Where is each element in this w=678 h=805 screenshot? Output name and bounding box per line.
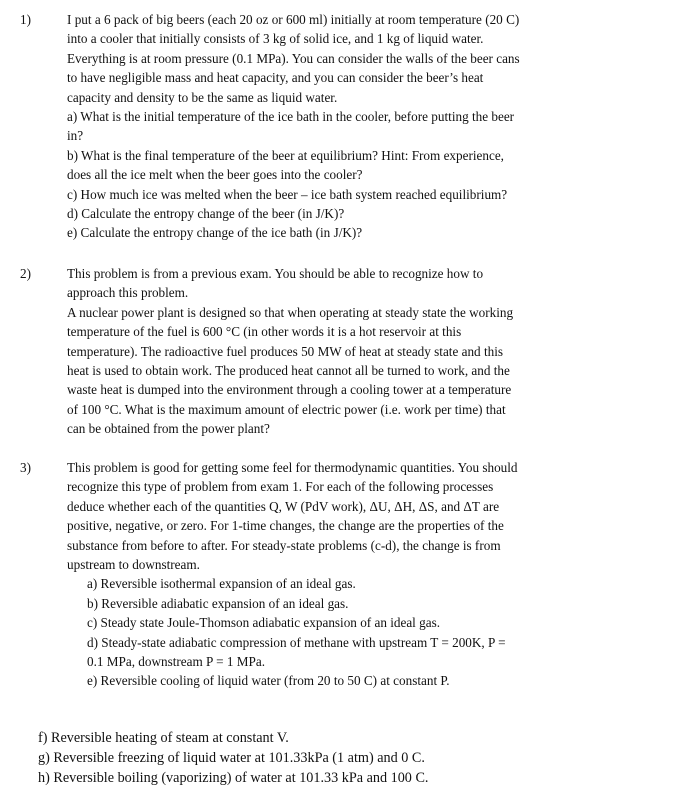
text-line: This problem is good for getting some feel for thermodynamic quantities. You should [67,460,518,475]
text-line: Everything is at room pressure (0.1 MPa). You can consider the walls of the beer cans [67,50,520,66]
process-d: d) Steady-state adiabatic compression of methane with upstream T = 200K, P = [87,634,506,650]
text-line: heat is used to obtain work. The produced heat cannot all be turned to work, and the [67,362,510,378]
problem-text [67,10,587,243]
problem-number: 2) [20,266,31,281]
text-line: deduce whether each of the quantities Q, W (PdV work), ΔU, ΔH, ΔS, and ΔT are [67,498,500,514]
text-line: temperature). The radioactive fuel produces 50 MW of heat at steady state and this [67,343,504,359]
process-c: c) Steady state Joule-Thomson adiabatic expansion of an ideal gas. [87,615,441,631]
problem-text [67,458,587,691]
process-f: f) Reversible heating of steam at constant V. [38,730,289,746]
text-line: in? [67,128,84,144]
text-line: A nuclear power plant is designed so that when operating at steady state the working [67,304,514,320]
text-line: This problem is from a previous exam. You should be able to recognize how to [67,266,484,281]
question-a: a) What is the initial temperature of the ice bath in the cooler, before putting the beer [67,108,515,124]
text-line: can be obtained from the power plant? [67,421,270,437]
text-line: upstream to downstream. [67,556,200,572]
process-g: g) Reversible freezing of liquid water at 101.33kPa (1 atm) and 0 C. [38,750,425,766]
question-c: c) How much ice was melted when the beer – ice bath system reached equilibrium? [67,186,508,202]
text-line: capacity and density to be the same as liquid water. [67,89,338,105]
process-a: a) Reversible isothermal expansion of an ideal gas. [87,576,356,592]
text-line: recognize this type of problem from exam 1. For each of the following processes [67,479,494,495]
text-line: does all the ice melt when the beer goes into the cooler? [67,167,363,183]
text-line: to have negligible mass and heat capacity, and you can consider the beer’s heat [67,70,484,86]
process-d-continued: 0.1 MPa, downstream P = 1 MPa. [87,653,266,669]
question-b: b) What is the final temperature of the beer at equilibrium? Hint: From experience, [67,147,504,163]
text-line: into a cooler that initially consists of 3 kg of solid ice, and 1 kg of liquid water. [67,31,484,47]
process-b: b) Reversible adiabatic expansion of an ideal gas. [87,595,349,611]
problem-text [67,264,587,439]
question-d: d) Calculate the entropy change of the beer (in J/K)? [67,205,345,221]
text-line: approach this problem. [67,285,189,301]
text-line: of 100 °C. What is the maximum amount of electric power (i.e. work per time) that [67,401,506,417]
text-line: I put a 6 pack of big beers (each 20 oz or 600 ml) initially at room temperature (20 C) [67,12,520,27]
text-line: waste heat is dumped into the environment through a cooling tower at a temperature [67,382,512,398]
process-h: h) Reversible boiling (vaporizing) of water at 101.33 kPa and 100 C. [38,770,429,786]
question-e: e) Calculate the entropy change of the ice bath (in J/K)? [67,225,363,241]
continued-process-list [38,728,428,788]
problem-number: 1) [20,12,31,27]
text-line: substance from before to after. For steady-state problems (c-d), the change is from [67,537,501,553]
text-line: temperature of the fuel is 600 °C (in other words it is a hot reservoir at this [67,324,462,340]
process-e: e) Reversible cooling of liquid water (from 20 to 50 C) at constant P. [87,673,450,689]
text-line: positive, negative, or zero. For 1-time changes, the change are the properties of the [67,518,504,534]
problem-number: 3) [20,460,31,475]
